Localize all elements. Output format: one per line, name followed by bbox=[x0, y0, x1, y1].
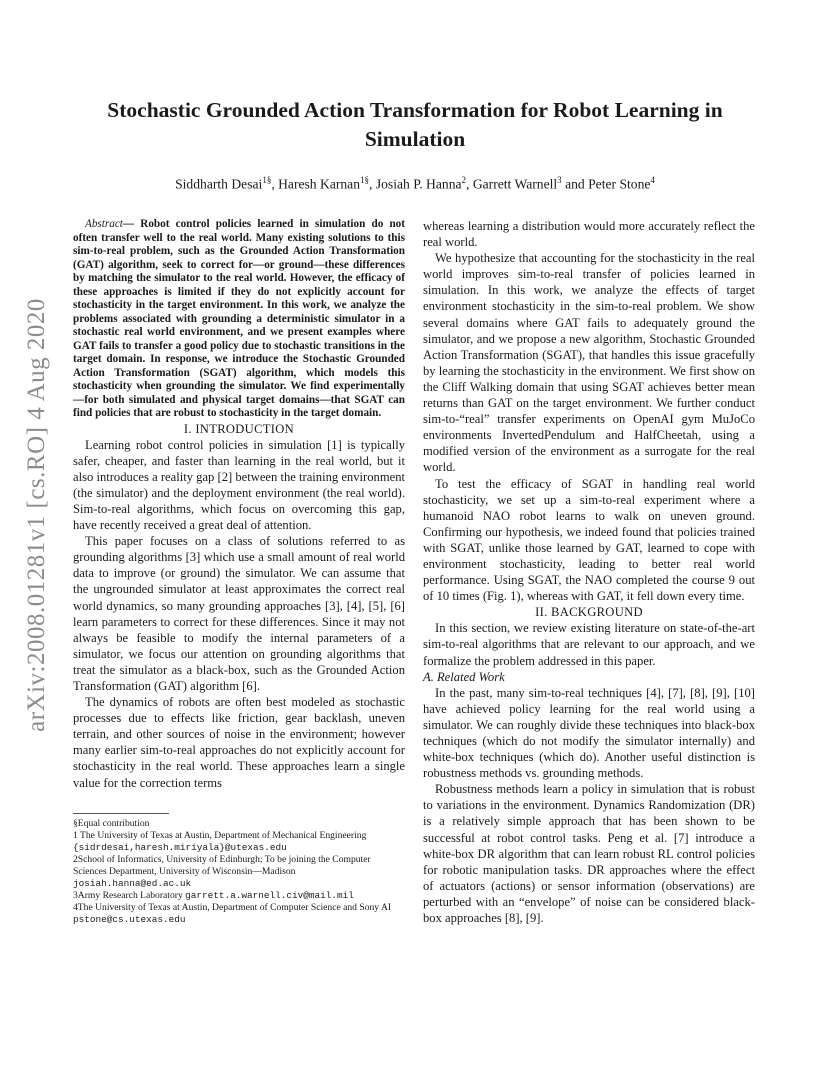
footnote-affiliation-2: 2School of Informatics, University of Edinburgh; To be joining the Computer Sciences Department, University of Wisconsin—Madison josiah.hanna@ed.ac.uk bbox=[73, 853, 371, 889]
author-affiliation: 1§ bbox=[360, 175, 370, 185]
author-name: Garrett Warnell bbox=[472, 176, 558, 192]
abstract-text: — Robot control policies learned in simulation do not often transfer well to the real world. Many existing solutions to this sim-to-real problem, such as the Grounded Action Transformation (GAT) algorithm, seek to correct for—or ground—these differences by matching the simulator to the real world. However, the efficacy of these approaches is limited if they do not explicitly account for stochasticity in the target environment. In this work, we analyze the problems associated with grounding a deterministic simulator in a stochastic real world environment, and we present examples where GAT fails to transfer a good policy due to stochastic transitions in the target domain. In response, we introduce the Stochastic Grounded Action Transformation (SGAT) algorithm, which models this stochasticity when grounding the simulator. We find experimentally—for both simulated and physical target domains—that SGAT can find policies that are robust to stochasticity in the target domain. bbox=[73, 218, 405, 419]
right-column bbox=[423, 218, 755, 926]
email-address[interactable]: pstone@cs.utexas.edu bbox=[73, 913, 186, 925]
abstract bbox=[73, 218, 405, 421]
footnote-affiliation-4: 4The University of Texas at Austin, Department of Computer Science and Sony AI pstone@cs.utexas.edu bbox=[73, 901, 392, 925]
author-name: Peter Stone bbox=[588, 176, 651, 192]
paper-title: Stochastic Grounded Action Transformation for Robot Learning in Simulation bbox=[107, 98, 723, 151]
email-address[interactable]: garrett.a.warnell.civ@mail.mil bbox=[185, 889, 354, 901]
author-affiliation: 2 bbox=[461, 175, 467, 185]
footnote-divider bbox=[73, 813, 169, 814]
abstract-label: Abstract bbox=[85, 218, 123, 230]
arxiv-identifier: arXiv:2008.01281v1 [cs.RO] 4 Aug 2020 bbox=[23, 298, 50, 732]
intro-paragraph-4: We hypothesize that accounting for the stochasticity in the real world improves sim-to-real transfer of policies learned in simulation. In this work, we analyze the effects of target environment stochasticity in the sim-to-real problem. We show several domains where GAT fails to adequately ground the simulator, and we propose a new algorithm, Stochastic Grounded Action Transformation (SGAT), that handles this issue gracefully by learning the stochasticity in the environment. We first show on the Cliff Walking domain that using SGAT achieves better mean returns than GAT on the target environment. We further conduct sim-to-“real” transfer experiments on OpenAI gym MuJoCo environments InvertedPendulum and HalfCheetah, using a modified version of the environment as a surrogate for the real world. bbox=[423, 251, 755, 475]
author-name: Josiah P. Hanna bbox=[375, 176, 462, 192]
author-list: Siddharth Desai$^{1\S}$, Haresh Karnan$^{1\S}$, Josiah P. Hanna$^2$, Garrett Warnell$^3$ and Peter Stone$^4$ bbox=[175, 175, 655, 192]
author-name: Siddharth Desai bbox=[175, 176, 263, 192]
related-work-paragraph-2: Robustness methods learn a policy in simulation that is robust to variations in the environment. Dynamics Randomization (DR) is a relatively simple approach that has been shown to be successful at robot control tasks. Peng et al. [7] introduce a white-box DR algorithm that can learn robust RL control policies for robotic manipulation tasks. DR approaches where the effect of actuators (actions) or sensor information (observations) are perturbed with an “envelope” of noise can be considered black-box approaches [8], [9]. bbox=[423, 782, 755, 926]
related-work-paragraph-1: In the past, many sim-to-real techniques [4], [7], [8], [9], [10] have achieved policy learning for the real world using a simulator. We can roughly divide these techniques into black-box techniques (which do not modify the simulator internally) and white-box techniques (which do). Another useful distinction is robustness methods vs. grounding methods. bbox=[423, 685, 755, 781]
footnote-affiliation-3: 3Army Research Laboratory garrett.a.warnell.civ@mail.mil bbox=[73, 889, 354, 901]
intro-paragraph-2: This paper focuses on a class of solutions referred to as grounding algorithms [3] which use a small amount of real world data to improve (or ground) the simulator. We can assume that the ungrounded simulator at least approximates the correct real world dynamics, so many grounding approaches [3], [4], [5], [6] learn parameters to correct for these differences. Since it may not always be feasible to modify the internal parameters of a simulator, we focus our attention on grounding algorithms that treat the simulator as a black-box, such as the Grounded Action Transformation (GAT) algorithm [6]. bbox=[73, 534, 405, 693]
footnotes bbox=[73, 818, 405, 926]
author-affiliation: 4 bbox=[650, 175, 655, 185]
author-affiliation: 1§ bbox=[262, 175, 272, 185]
author-affiliation: 3 bbox=[557, 175, 562, 185]
intro-paragraph-1: Learning robot control policies in simulation [1] is typically safer, cheaper, and faster than learning in the real world, but it also introduces a reality gap [2] between the training environment (the simulator) and the deployment environment (the real world). Sim-to-real algorithms, which focus on overcoming this gap, have recently received a great deal of attention. bbox=[73, 437, 405, 533]
section-heading-introduction: I. INTRODUCTION bbox=[183, 421, 295, 436]
intro-paragraph-3-continued: whereas learning a distribution would more accurately reflect the real world. bbox=[423, 219, 755, 250]
footnote-equal-contribution: §Equal contribution bbox=[73, 817, 150, 829]
author-name: Haresh Karnan bbox=[278, 176, 361, 192]
subsection-heading-related-work: A. Related Work bbox=[423, 669, 505, 684]
footnote-affiliation-1: 1 The University of Texas at Austin, Department of Mechanical Engineering {sidrdesai,haresh.miriyala}@utexas.edu bbox=[73, 829, 367, 853]
background-paragraph-1: In this section, we review existing literature on state-of-the-art sim-to-real algorithms that are relevant to our approach, and we formalize the problem addressed in this paper. bbox=[423, 621, 755, 668]
section-heading-background: II. BACKGROUND bbox=[535, 605, 643, 620]
email-address[interactable]: {sidrdesai,haresh.miriyala}@utexas.edu bbox=[73, 841, 287, 853]
left-column bbox=[73, 218, 405, 926]
email-address[interactable]: josiah.hanna@ed.ac.uk bbox=[73, 877, 192, 889]
intro-paragraph-3: The dynamics of robots are often best modeled as stochastic processes due to effects like friction, gear backlash, uneven terrain, and other sources of noise in the environment; however many earlier sim-to-real approaches do not explicitly account for stochasticity in the real world. These approaches learn a single value for the correction terms bbox=[73, 695, 405, 790]
intro-paragraph-5: To test the efficacy of SGAT in handling real world stochasticity, we set up a sim-to-real experiment where a humanoid NAO robot learns to walk on uneven ground. Confirming our hypothesis, we indeed found that policies trained with SGAT, unlike those learned by GAT, learned to cope with environment stochasticity, leading to better real world performance. Using SGAT, the NAO completed the course 9 out of 10 times (Fig. 1), whereas with GAT, it fell down every time. bbox=[423, 476, 755, 604]
